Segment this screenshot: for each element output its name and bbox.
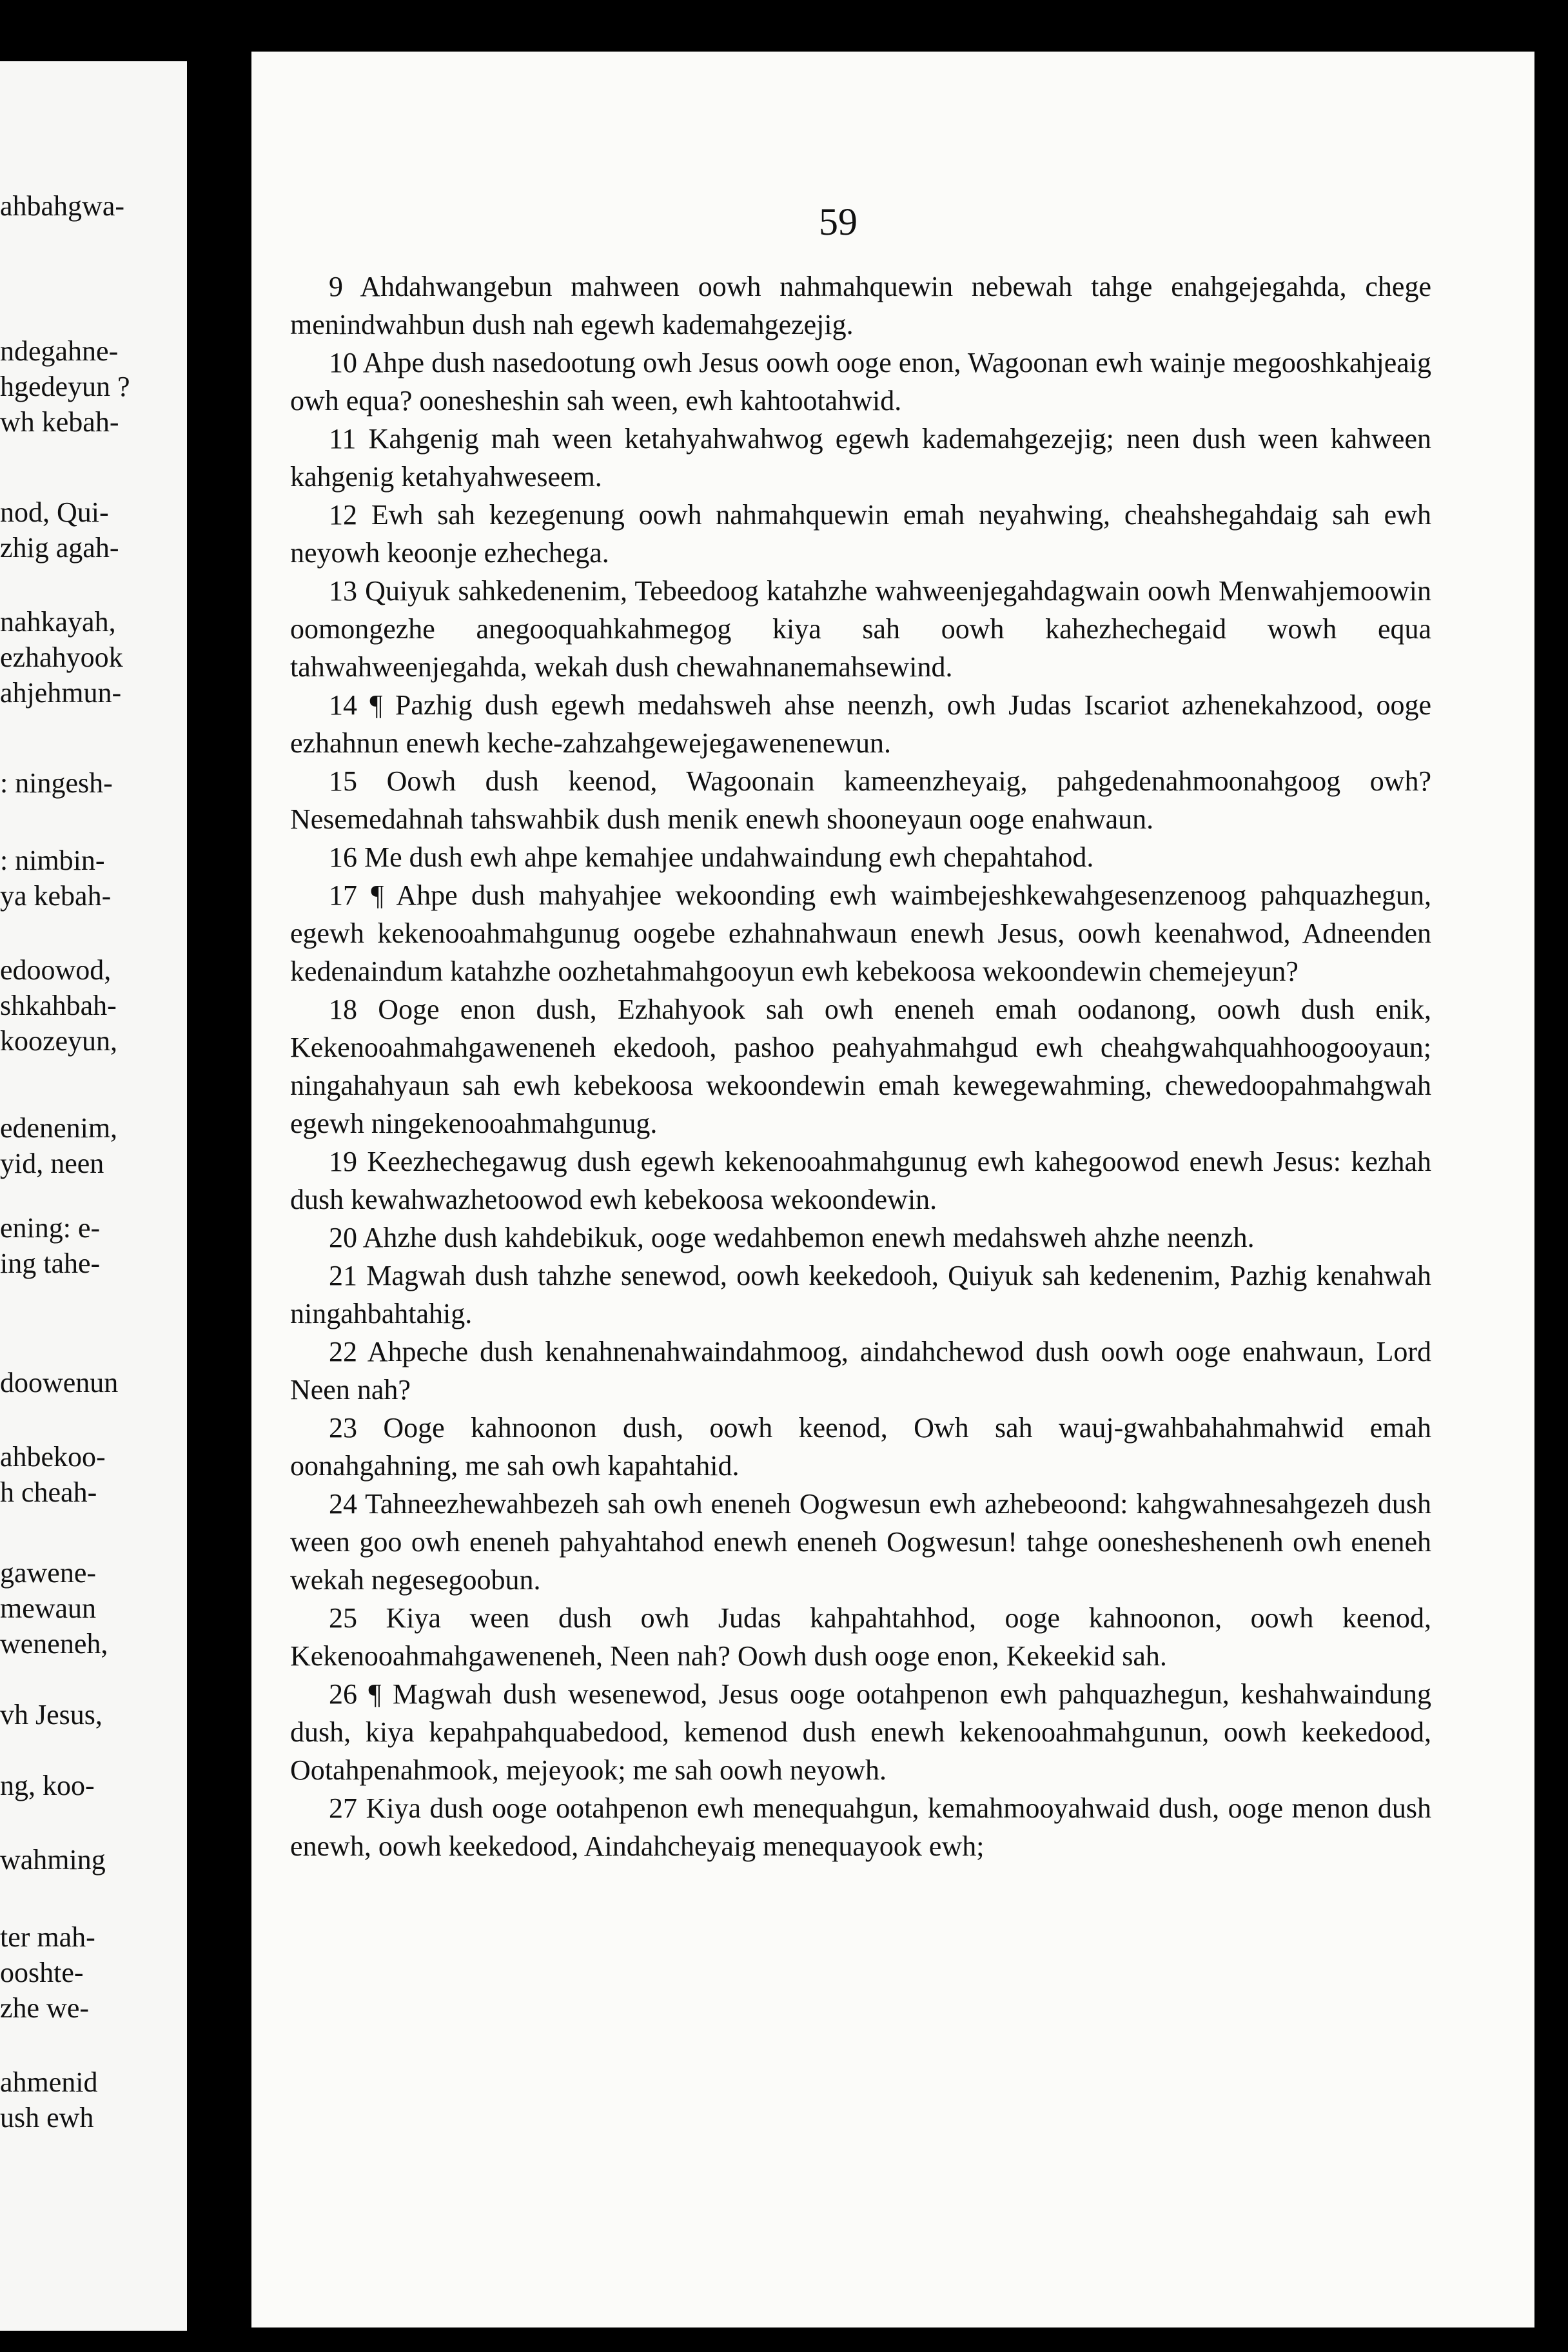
verse: 17 ¶ Ahpe dush mahyahjee wekoonding ewh waimbejeshkewahgesenzenoog pahquazhegun, egewh kekenooahmahgunug oogebe ezhahnahwaun enewh Jesus, oowh keenahwod, Adneenden kedenaindum katahzhe oozhetahmahgooyun ewh kebekoosa wekoondewin chemejeyun?: [290, 879, 1431, 987]
left-page-line: zhe we-: [0, 1992, 90, 2024]
left-page-line: doowenun: [0, 1367, 119, 1398]
left-page-line: edenenim,: [0, 1112, 118, 1144]
left-page-line: vh Jesus,: [0, 1699, 103, 1730]
left-page-line: wh kebah-: [0, 406, 119, 438]
left-page-line: edoowod,: [0, 954, 112, 986]
verse: 27 Kiya dush ooge ootahpenon ewh menequahgun, kemahmooyahwaid dush, ooge menon dush enewh, oowh keekedood, Aindahcheyaig menequayook ewh;: [290, 1792, 1431, 1862]
left-page-line: ahbahgwa-: [0, 190, 125, 222]
verse: 15 Oowh dush keenod, Wagoonain kameenzheyaig, pahgedenahmoonahgoog owh? Nesemedahnah tahswahbik dush menik enewh shooneyaun ooge enahwaun.: [290, 765, 1431, 835]
left-page-line: weneneh,: [0, 1628, 108, 1660]
verse: 16 Me dush ewh ahpe kemahjee undahwaindung ewh chepahtahod.: [329, 841, 1094, 873]
left-page-line: ng, koo-: [0, 1770, 95, 1801]
left-page-line: ooshte-: [0, 1957, 84, 1988]
left-page-line: hgedeyun ?: [0, 371, 130, 402]
verse: 24 Tahneezhewahbezeh sah owh eneneh Oogwesun ewh azhebeoond: kahgwahnesahgezeh dush ween goo owh eneneh pahyahtahod enewh eneneh Oogwesun! tahge oonesheshenenh owh eneneh wekah negesegoobun.: [290, 1488, 1431, 1596]
verse: 14 ¶ Pazhig dush egewh medahsweh ahse neenzh, owh Judas Iscariot azhenekahzood, ooge ezhahnun enewh keche-zahzahgewejegawenenewun.: [290, 689, 1431, 759]
verse: 22 Ahpeche dush kenahnenahwaindahmoog, aindahchewod dush oowh ooge enahwaun, Lord Neen nah?: [290, 1336, 1431, 1406]
left-page-line: : ningesh-: [0, 767, 113, 799]
verse: 21 Magwah dush tahzhe senewod, oowh keekedooh, Quiyuk sah kedenenim, Pazhig kenahwah ningahbahtahig.: [290, 1260, 1431, 1329]
left-page-line: ush ewh: [0, 2102, 94, 2133]
left-page-line: nod, Qui-: [0, 496, 109, 528]
left-page-line: ening: e-: [0, 1212, 101, 1244]
left-page-line: ing tahe-: [0, 1248, 101, 1279]
verse: 11 Kahgenig mah ween ketahyahwahwog egewh kademahgezejig; neen dush ween kahween kahgenig ketahyahweseem.: [290, 423, 1431, 493]
verse: 10 Ahpe dush nasedootung owh Jesus oowh ooge enon, Wagoonan ewh wainje megooshkahjeaig owh equa? oonesheshin sah ween, ewh kahtootahwid.: [290, 347, 1431, 416]
left-page-line: ndegahne-: [0, 335, 119, 367]
verse: 19 Keezhechegawug dush egewh kekenooahmahgunug ewh kahegoowod enewh Jesus: kezhah dush kewahwazhetoowod ewh kebekoosa wekoondewin.: [290, 1146, 1431, 1215]
left-page-line: ahmenid: [0, 2066, 98, 2098]
left-page-line: ter mah-: [0, 1921, 95, 1953]
left-page: [0, 61, 187, 2331]
left-page-line: nahkayah,: [0, 606, 116, 638]
left-page-line: ahbekoo-: [0, 1441, 106, 1473]
verse: 9 Ahdahwangebun mahween oowh nahmahquewin nebewah tahge enahgejegahda, chege menindwahbun dush nah egewh kademahgezejig.: [290, 271, 1431, 340]
left-page-line: ya kebah-: [0, 880, 112, 912]
left-page-line: koozeyun,: [0, 1025, 118, 1057]
verse: 18 Ooge enon dush, Ezhahyook sah owh eneneh emah oodanong, oowh dush enik, Kekenooahmahgaweneneh ekedooh, pashoo peahyahmahgud ewh cheahgwahquahhoogooyaun; ningahahyaun sah ewh kebekoosa wekoondewin emah kewegewahming, chewedoopahmahgwah egewh ningekenooahmahgunug.: [290, 994, 1431, 1139]
verse: 25 Kiya ween dush owh Judas kahpahtahhod, ooge kahnoonon, oowh keenod, Kekenooahmahgaweneneh, Neen nah? Oowh dush ooge enon, Kekeekid sah.: [290, 1602, 1431, 1672]
left-page-line: ahjehmun-: [0, 677, 122, 709]
verse: 23 Ooge kahnoonon dush, oowh keenod, Owh sah wauj-gwahbahahmahwid emah oonahgahning, me sah owh kapahtahid.: [290, 1412, 1431, 1482]
left-page-line: yid, neen: [0, 1148, 104, 1179]
left-page-line: gawene-: [0, 1557, 97, 1589]
verse-list: [290, 268, 1431, 1865]
left-page-line: shkahbah-: [0, 990, 117, 1021]
verse: 12 Ewh sah kezegenung oowh nahmahquewin emah neyahwing, cheahshegahdaig sah ewh neyowh keoonje ezhechega.: [290, 499, 1431, 569]
left-page-line: : nimbin-: [0, 845, 105, 876]
left-page-line: zhig agah-: [0, 532, 119, 564]
right-page: [251, 52, 1534, 2328]
left-page-line: h cheah-: [0, 1476, 97, 1508]
page-number: 59: [819, 201, 858, 243]
page-gutter: [187, 0, 251, 2352]
left-page-line: mewaun: [0, 1592, 97, 1624]
verse: 20 Ahzhe dush kahdebikuk, ooge wedahbemon enewh medahsweh ahzhe neenzh.: [329, 1222, 1255, 1253]
verse: 13 Quiyuk sahkedenenim, Tebeedoog katahzhe wahweenjegahdagwain oowh Menwahjemoowin oomongezhe anegooquahkahmegog kiya sah oowh kahezhechegaid wowh equa tahwahweenjegahda, wekah dush chewahnanemahsewind.: [290, 575, 1431, 683]
left-page-line: ezhahyook: [0, 642, 123, 673]
left-page-line: wahming: [0, 1844, 106, 1876]
verse: 26 ¶ Magwah dush wesenewod, Jesus ooge ootahpenon ewh pahquazhegun, keshahwaindung dush, kiya kepahpahquabedood, kemenod dush enewh kekenooahmahgunun, oowh keekedood, Ootahpenahmook, mejeyook; me sah oowh neyowh.: [290, 1678, 1431, 1786]
